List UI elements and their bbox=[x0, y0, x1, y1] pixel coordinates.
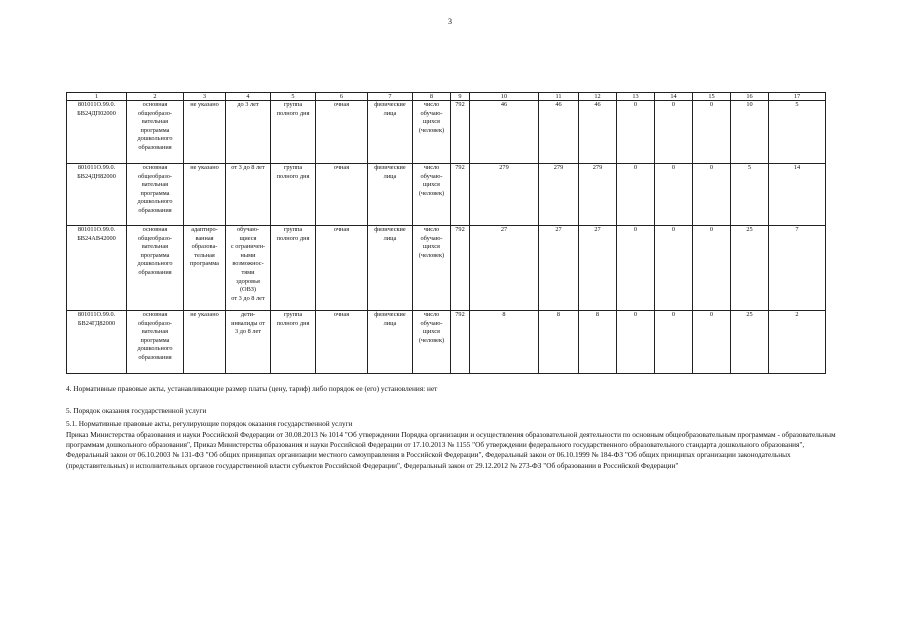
table-cell: 792 bbox=[451, 164, 470, 226]
column-number-cell: 5 bbox=[271, 93, 316, 101]
column-number-cell: 13 bbox=[617, 93, 655, 101]
column-number-cell: 6 bbox=[316, 93, 368, 101]
table-cell: 14 bbox=[769, 164, 826, 226]
table-cell: 5 bbox=[769, 101, 826, 164]
column-number-cell: 15 bbox=[693, 93, 731, 101]
table-cell: от 3 до 8 лет bbox=[226, 164, 271, 226]
table-cell: группа полного дня bbox=[271, 311, 316, 374]
table-cell: 792 bbox=[451, 101, 470, 164]
table-cell: очная bbox=[316, 311, 368, 374]
table-cell: физические лица bbox=[368, 101, 413, 164]
table-cell: 0 bbox=[693, 226, 731, 311]
column-number-cell: 14 bbox=[655, 93, 693, 101]
column-number-cell: 2 bbox=[127, 93, 184, 101]
table-cell: 8 bbox=[579, 311, 617, 374]
table-cell: 46 bbox=[470, 101, 539, 164]
column-number-cell: 10 bbox=[470, 93, 539, 101]
table-row bbox=[67, 164, 826, 226]
table-cell: 27 bbox=[539, 226, 579, 311]
table-cell: не указано bbox=[184, 164, 226, 226]
section-4-payment-acts: 4. Нормативные правовые акты, устанавливающие размер платы (цену, тариф) либо порядок ее (его) установления: нет bbox=[66, 384, 438, 393]
column-number-cell: 16 bbox=[731, 93, 769, 101]
table-cell: 801011О.99.0. БВ24ДН82000 bbox=[67, 164, 127, 226]
table-cell: 792 bbox=[451, 226, 470, 311]
column-number-cell: 12 bbox=[579, 93, 617, 101]
table-cell: физические лица bbox=[368, 311, 413, 374]
section-5-1-legal-acts-text: Приказ Министерства образования и науки Российской Федерации от 30.08.2013 № 1014 "Об утверждении Порядка организации и осуществления образовательной деятельности по основным общеобразовательным программам - образовательным программам дошкольного образования", Приказ Министерства образования и науки Российской Федерации от 17.10.2013 № 1155 "Об утверждении федерального государственного образовательного стандарта дошкольного образования", Федеральный закон от 06.10.2003 № 131-ФЗ "Об общих принципах организации местного самоуправления в Российской Федерации", Федеральный закон от 06.10.1999 № 184-ФЗ "Об общих принципах организации законодательных (представительных) и исполнительных органов государственной власти субъектов Российской Федерации", Федеральный закон от 29.12.2012 № 273-ФЗ "Об образовании в Российской Федерации" bbox=[66, 430, 836, 470]
table-cell: 25 bbox=[731, 311, 769, 374]
table-cell: основная общеобразо- вательная программа дошкольного образования bbox=[127, 101, 184, 164]
table-cell: обучаю- щиеся с ограничен- ными возможнос- тями здоровья (ОВЗ) от 3 до 8 лет bbox=[226, 226, 271, 311]
table-cell: очная bbox=[316, 164, 368, 226]
table-cell: основная общеобразо- вательная программа дошкольного образования bbox=[127, 164, 184, 226]
column-number-cell: 11 bbox=[539, 93, 579, 101]
indicators-table bbox=[66, 92, 826, 374]
table-cell: группа полного дня bbox=[271, 226, 316, 311]
section-5-title: 5. Порядок оказания государственной услуги bbox=[66, 406, 207, 415]
table-cell: 27 bbox=[470, 226, 539, 311]
table-cell: 27 bbox=[579, 226, 617, 311]
table-cell: число обучаю- щихся (человек) bbox=[413, 101, 451, 164]
table-cell: 279 bbox=[579, 164, 617, 226]
table-cell: физические лица bbox=[368, 226, 413, 311]
table-cell: адаптиро- ванная образова- тельная программа bbox=[184, 226, 226, 311]
table-cell: 25 bbox=[731, 226, 769, 311]
table-cell: 0 bbox=[693, 164, 731, 226]
table-cell: 2 bbox=[769, 311, 826, 374]
table-cell: 0 bbox=[655, 311, 693, 374]
table-cell: не указано bbox=[184, 311, 226, 374]
table-cell: до 3 лет bbox=[226, 101, 271, 164]
table-cell: очная bbox=[316, 226, 368, 311]
table-cell: число обучаю- щихся (человек) bbox=[413, 226, 451, 311]
table-cell: 792 bbox=[451, 311, 470, 374]
column-number-cell: 3 bbox=[184, 93, 226, 101]
table-cell: 279 bbox=[470, 164, 539, 226]
table-cell: 279 bbox=[539, 164, 579, 226]
page-number: 3 bbox=[448, 17, 452, 26]
table-cell: 46 bbox=[579, 101, 617, 164]
table-cell: 801011О.99.0. БВ24ГД82000 bbox=[67, 311, 127, 374]
column-number-cell: 1 bbox=[67, 93, 127, 101]
table-cell: физические лица bbox=[368, 164, 413, 226]
table-cell: не указано bbox=[184, 101, 226, 164]
table-cell: 7 bbox=[769, 226, 826, 311]
table-cell: группа полного дня bbox=[271, 164, 316, 226]
column-number-cell: 17 bbox=[769, 93, 826, 101]
column-number-cell: 8 bbox=[413, 93, 451, 101]
table-cell: 0 bbox=[617, 164, 655, 226]
table-cell: 8 bbox=[539, 311, 579, 374]
table-cell: группа полного дня bbox=[271, 101, 316, 164]
table-cell: 0 bbox=[655, 226, 693, 311]
table-cell: 0 bbox=[655, 164, 693, 226]
table-cell: основная общеобразо- вательная программа дошкольного образования bbox=[127, 311, 184, 374]
table-cell: 10 bbox=[731, 101, 769, 164]
table-header-row bbox=[67, 93, 826, 101]
column-number-cell: 4 bbox=[226, 93, 271, 101]
table-cell: 46 bbox=[539, 101, 579, 164]
table-cell: 0 bbox=[693, 311, 731, 374]
table-cell: 0 bbox=[617, 226, 655, 311]
table-row bbox=[67, 101, 826, 164]
column-number-cell: 9 bbox=[451, 93, 470, 101]
table-cell: очная bbox=[316, 101, 368, 164]
column-number-cell: 7 bbox=[368, 93, 413, 101]
table-cell: 801011О.99.0. БВ24АВ42000 bbox=[67, 226, 127, 311]
table-cell: число обучаю- щихся (человек) bbox=[413, 311, 451, 374]
table-row bbox=[67, 311, 826, 374]
table-cell: 5 bbox=[731, 164, 769, 226]
table-cell: 0 bbox=[617, 101, 655, 164]
table-cell: основная общеобразо- вательная программа дошкольного образования bbox=[127, 226, 184, 311]
table-cell: 0 bbox=[617, 311, 655, 374]
table-cell: 801011О.99.0. БВ24ДП02000 bbox=[67, 101, 127, 164]
table-cell: 0 bbox=[655, 101, 693, 164]
table-row bbox=[67, 226, 826, 311]
table-cell: 0 bbox=[693, 101, 731, 164]
table-cell: дети- инвалиды от 3 до 8 лет bbox=[226, 311, 271, 374]
table-cell: 8 bbox=[470, 311, 539, 374]
section-5-1-title: 5.1. Нормативные правовые акты, регулирующие порядок оказания государственной услуги bbox=[66, 419, 353, 428]
table-cell: число обучаю- щихся (человек) bbox=[413, 164, 451, 226]
